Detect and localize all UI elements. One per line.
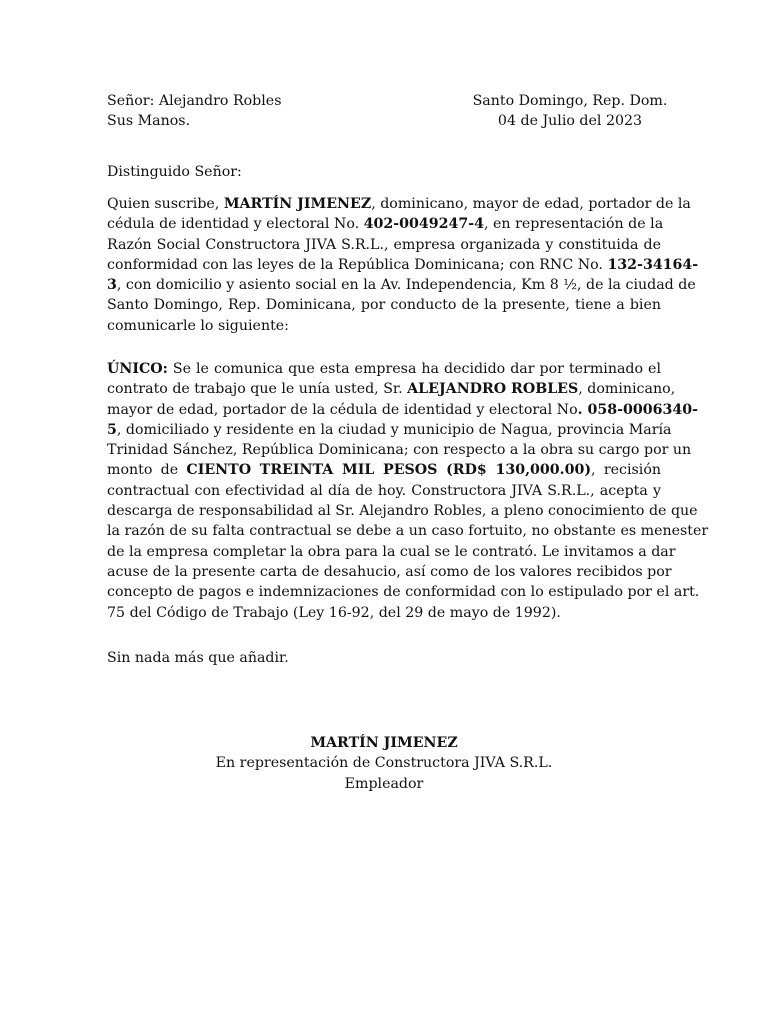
paragraph-line: 3, con domicilio y asiento social en la Av. Independencia, Km 8 ½, de la ciudad de [107, 277, 696, 294]
recipient-name: Señor: Alejandro Robles [107, 93, 282, 109]
rnc-number: 132-34164- [607, 256, 699, 273]
paragraph-line: Santo Domingo, Rep. Dominicana, por conducto de la presente, tiene a bien [107, 297, 661, 314]
paragraph-line: ÚNICO: Se le comunica que esta empresa ha decidido dar por terminado el [107, 361, 661, 377]
paragraph-line: la razón de su falta contractual se debe a un caso fortuito, no obstante es menester [107, 523, 709, 540]
signer-id-number: 402-0049247-4 [363, 216, 485, 233]
signature-name: MARTÍN JIMENEZ [310, 735, 458, 751]
paragraph-line: 75 del Código de Trabajo (Ley 16-92, del 29 de mayo de 1992). [107, 604, 561, 621]
closing-line: Sin nada más que añadir. [107, 650, 289, 666]
paragraph-line: monto de CIENTO TREINTA MIL PESOS (RD$ 130,000.00), recisión [107, 462, 661, 479]
paragraph-line: cédula de identidad y electoral No. 402-0049247-4, en representación de la [107, 216, 664, 233]
paragraph-line: de la empresa completar la obra para la cual se le contrató. Le invitamos a dar [107, 543, 676, 560]
paragraph-unico [107, 359, 709, 623]
unico-label: ÚNICO: [107, 361, 168, 377]
paragraph-line: Razón Social Constructora JIVA S.R.L., empresa organizada y constituida de [107, 236, 661, 253]
place-date-block [470, 91, 670, 132]
signer-name-inline: MARTÍN JIMENEZ [223, 196, 372, 212]
amount-text: CIENTO TREINTA MIL PESOS (RD$ 130,000.00) [186, 462, 592, 479]
paragraph-line: descarga de responsabilidad al Sr. Alejandro Robles, a pleno conocimiento de que [107, 503, 698, 520]
paragraph-line: concepto de pagos e indemnizaciones de conformidad con lo estipulado por el art. [107, 584, 700, 601]
signature-role: En representación de Constructora JIVA S.R.L. [215, 755, 553, 772]
paragraph-line: contractual con efectividad al día de hoy. Constructora JIVA S.R.L., acepta y [107, 482, 661, 499]
recipient-block [107, 91, 281, 132]
paragraph-line: comunicarle lo siguiente: [107, 317, 289, 334]
paragraph-line: acuse de la presente carta de desahucio, así como de los valores recibidos por [107, 563, 672, 580]
signature-title: Empleador [344, 775, 424, 792]
letter-date: 04 de Julio del 2023 [497, 113, 643, 130]
paragraph-line: mayor de edad, portador de la cédula de identidad y electoral No. 058-0006340- [107, 401, 699, 418]
signature-block [184, 733, 584, 794]
letter-place: Santo Domingo, Rep. Dom. [472, 93, 668, 109]
salutation: Distinguido Señor: [107, 164, 242, 180]
employee-id-number: . 058-0006340- [577, 401, 699, 418]
paragraph-line: contrato de trabajo que le unía usted, Sr. ALEJANDRO ROBLES, dominicano, [107, 381, 676, 398]
employee-name-inline: ALEJANDRO ROBLES [407, 381, 579, 398]
paragraph-line: 5, domiciliado y residente en la ciudad y municipio de Nagua, provincia María [107, 421, 672, 438]
paragraph-line: conformidad con las leyes de la República Dominicana; con RNC No. 132-34164- [107, 256, 699, 273]
paragraph-line: Quien suscribe, MARTÍN JIMENEZ, dominicano, mayor de edad, portador de la [107, 196, 691, 212]
paragraph-intro [107, 194, 699, 336]
recipient-line2: Sus Manos. [107, 113, 191, 130]
paragraph-line: Trinidad Sánchez, República Dominicana; con respecto a la obra su cargo por un [107, 442, 692, 459]
